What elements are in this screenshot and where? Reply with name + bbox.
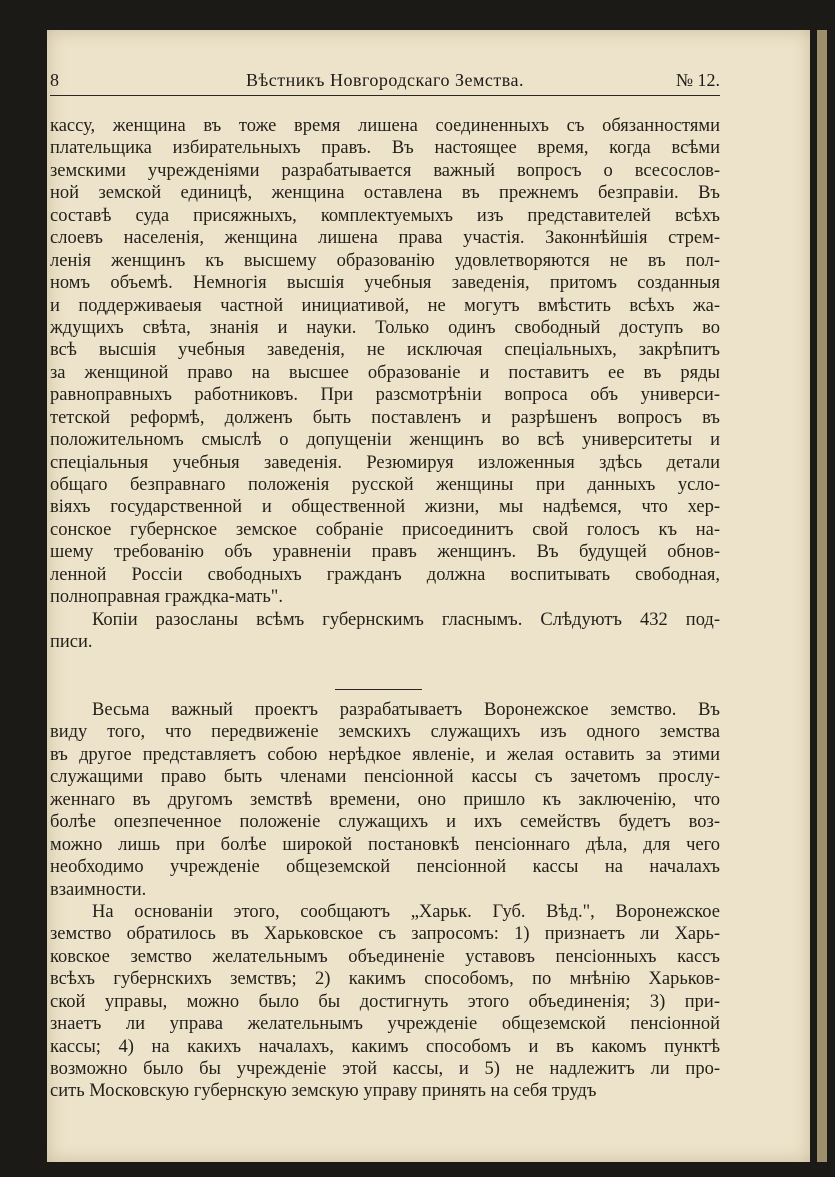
text-line: На основаніи этого, сообщаютъ „Харьк. Губ. Вѣд.", Воронежское bbox=[92, 901, 720, 922]
text-line: возможно было бы учрежденіе этой кассы, и 5) не надлежитъ ли про- bbox=[50, 1059, 720, 1079]
text-line: ковское земство желательнымъ объединеніе уставовъ пенсіонныхъ кассъ bbox=[50, 946, 720, 967]
text-line: ской управы, можно было бы достигнуть этого объединенія; 3) при- bbox=[50, 991, 720, 1012]
journal-title: Вѣстникъ Новгородскаго Земства. bbox=[246, 70, 524, 90]
text-line: взаимности. bbox=[50, 879, 147, 900]
text-line: служащими право быть членами пенсіонной кассы съ зачетомъ прослу- bbox=[50, 767, 720, 788]
text-line: сонское губернское земское собраніе присоединитъ свой голосъ къ на- bbox=[50, 519, 720, 540]
text-line: необходимо учрежденіе общеземской пенсіонной кассы на началахъ bbox=[50, 857, 720, 878]
text-block-pension-fund bbox=[50, 699, 720, 1103]
text-line: земство обратилось въ Харьковское съ запросомъ: 1) признаетъ ли Харь- bbox=[50, 924, 720, 945]
text-line: въ другое представляетъ собою нерѣдкое явленіе, и желая оставить за этими bbox=[50, 744, 720, 765]
text-line: болѣе опезпеченное положеніе служащихъ и ихъ семействъ будетъ воз- bbox=[50, 812, 720, 833]
text-line: можно лишь при болѣе широкой постановкѣ пенсіоннаго дѣла, для чего bbox=[50, 834, 720, 855]
text-line: земскими учрежденіями разрабатывается важный вопросъ о всесослов- bbox=[50, 160, 720, 181]
text-line: писи. bbox=[50, 632, 93, 653]
issue-number: № 12. bbox=[675, 70, 720, 90]
text-line: тетской реформѣ, долженъ быть поставленъ и разрѣшенъ вопросъ въ bbox=[50, 407, 720, 428]
text-line: Весьма важный проектъ разрабатываетъ Воронежское земство. Въ bbox=[92, 700, 720, 720]
text-line: спеціальныя учебныя заведенія. Резюмируя изложенныя здѣсь детали bbox=[50, 452, 720, 473]
page-number: 8 bbox=[50, 70, 59, 90]
running-header bbox=[50, 70, 720, 94]
text-line: составѣ суда присяжныхъ, комплектуемыхъ изъ представителей всѣхъ bbox=[50, 205, 720, 226]
text-line: Копіи разосланы всѣмъ губернскимъ гласнымъ. Слѣдуютъ 432 под- bbox=[92, 609, 720, 630]
text-line: ленной Россіи свободныхъ гражданъ должна воспитывать свободная, bbox=[50, 564, 720, 585]
text-line: віяхъ государственной и общественной жизни, мы надѣемся, что хер- bbox=[50, 497, 720, 518]
text-line: шему требованію объ уравненіи правъ женщинъ. Въ будущей обнов- bbox=[50, 542, 720, 563]
text-line: за женщиной право на высшее образованіе и поставитъ ее въ ряды bbox=[50, 362, 720, 383]
next-page-edge bbox=[817, 30, 827, 1162]
text-line: общаго безправнаго положенія русской женщины при данныхъ усло- bbox=[50, 475, 720, 495]
text-line: равноправныхъ работниковъ. При разсмотрѣніи вопроса объ универси- bbox=[50, 385, 720, 406]
section-separator bbox=[335, 689, 422, 690]
text-line: виду того, что передвиженіе земскихъ служащихъ изъ одного земства bbox=[50, 722, 720, 743]
text-line: плательщика избирательныхъ правъ. Въ настоящее время, когда всѣми bbox=[50, 138, 720, 159]
text-line: сить Московскую губернскую земскую управу принять на себя трудъ bbox=[50, 1081, 597, 1102]
text-line: ленія женщинъ къ высшему образованію удовлетворяются не въ пол- bbox=[50, 250, 720, 271]
header-rule bbox=[50, 95, 720, 96]
text-line: знаетъ ли управа желательнымъ учрежденіе общеземской пенсіонной bbox=[50, 1014, 720, 1035]
text-line: слоевъ населенія, женщина лишена права участія. Законнѣйшія стрем- bbox=[50, 228, 720, 249]
text-line: всѣхъ губернскихъ земствъ; 2) какимъ способомъ, по мнѣнію Харьков- bbox=[50, 969, 720, 990]
text-line: номъ объемѣ. Немногія высшія учебныя заведенія, притомъ созданныя bbox=[50, 273, 720, 294]
text-line: положительномъ смыслѣ о допущеніи женщинъ во всѣ университеты и bbox=[50, 430, 720, 451]
text-line: и поддерживаеыя частной инициативой, не могутъ вмѣстить всѣхъ жа- bbox=[50, 295, 720, 316]
text-line: полноправная граждка-мать". bbox=[50, 587, 283, 608]
text-line: ждущихъ свѣта, знанія и науки. Только одинъ свободный доступъ во bbox=[50, 317, 720, 338]
text-line: женнаго въ другомъ земствѣ времени, оно пришло къ заключенію, что bbox=[50, 789, 720, 810]
text-line: всѣ высшія учебныя заведенія, не исключая спеціальныхъ, закрѣпитъ bbox=[50, 340, 720, 361]
text-line: ной земской единицѣ, женщина оставлена въ прежнемъ безправіи. Въ bbox=[50, 183, 720, 204]
text-block-women-rights bbox=[50, 115, 720, 654]
text-line: кассы; 4) на какихъ началахъ, какимъ способомъ и въ какомъ пунктѣ bbox=[50, 1036, 720, 1057]
text-line: кассу, женщина въ тоже время лишена соединенныхъ съ обязанностями bbox=[50, 116, 720, 136]
